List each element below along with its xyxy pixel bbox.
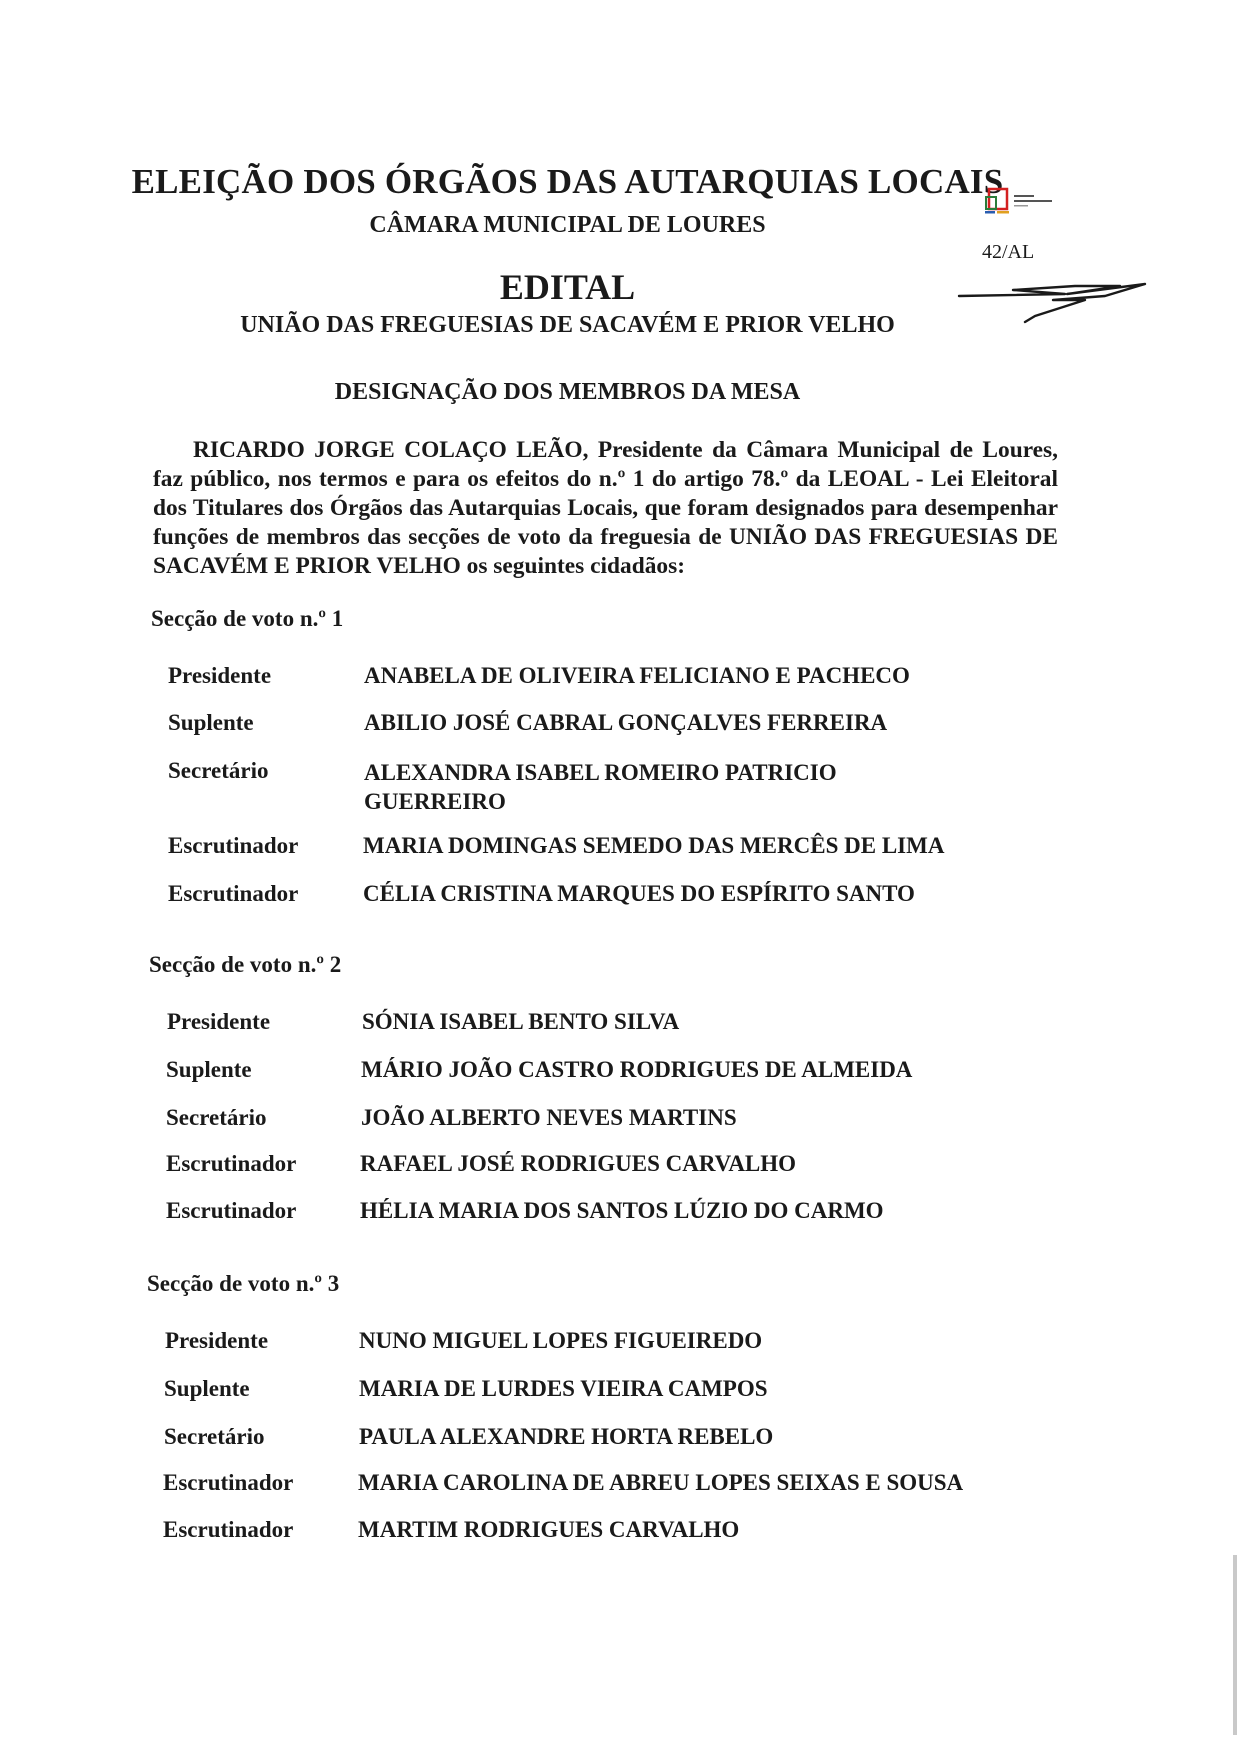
scan-edge-mark	[1233, 1555, 1237, 1735]
member-row	[167, 1009, 347, 1035]
member-role: Secretário	[168, 758, 269, 783]
member-role: Escrutinador	[166, 1198, 297, 1223]
member-role: Escrutinador	[168, 833, 299, 858]
member-name: JOÃO ALBERTO NEVES MARTINS	[361, 1105, 737, 1130]
member-name: HÉLIA MARIA DOS SANTOS LÚZIO DO CARMO	[360, 1198, 884, 1223]
member-name: ABILIO JOSÉ CABRAL GONÇALVES FERREIRA	[364, 710, 888, 735]
member-row	[168, 833, 348, 859]
parish-name: UNIÃO DAS FREGUESIAS DE SACAVÉM E PRIOR VELHO	[240, 312, 895, 338]
member-row	[166, 1151, 346, 1177]
member-role: Escrutinador	[163, 1517, 294, 1542]
section-title: Secção de voto n.º 2	[149, 952, 342, 977]
member-role: Escrutinador	[163, 1470, 294, 1495]
member-row	[165, 1328, 345, 1354]
document-type: EDITAL	[499, 267, 636, 307]
member-row	[164, 1376, 344, 1402]
member-role: Suplente	[166, 1057, 252, 1082]
member-name: MARIA DOMINGAS SEMEDO DAS MERCÊS DE LIMA	[363, 833, 945, 858]
document-subject: DESIGNAÇÃO DOS MEMBROS DA MESA	[334, 379, 801, 405]
member-role: Escrutinador	[168, 881, 299, 906]
member-name: RAFAEL JOSÉ RODRIGUES CARVALHO	[360, 1151, 797, 1176]
member-row	[166, 1105, 346, 1131]
section-title: Secção de voto n.º 1	[151, 606, 344, 631]
member-row	[166, 1057, 346, 1083]
member-row	[164, 1424, 344, 1450]
member-role: Presidente	[168, 663, 272, 688]
document-title: ELEIÇÃO DOS ÓRGÃOS DAS AUTARQUIAS LOCAIS	[131, 162, 1004, 201]
member-name: NUNO MIGUEL LOPES FIGUEIREDO	[359, 1328, 763, 1353]
member-row	[168, 663, 348, 689]
member-name: MÁRIO JOÃO CASTRO RODRIGUES DE ALMEIDA	[361, 1057, 913, 1082]
section-title: Secção de voto n.º 3	[147, 1271, 340, 1296]
member-row	[168, 881, 348, 907]
member-name: MARIA CAROLINA DE ABREU LOPES SEIXAS E SOUSA	[358, 1470, 964, 1495]
member-role: Suplente	[168, 710, 254, 735]
member-role: Escrutinador	[166, 1151, 297, 1176]
member-name: CÉLIA CRISTINA MARQUES DO ESPÍRITO SANTO	[363, 881, 915, 906]
member-name: ALEXANDRA ISABEL ROMEIRO PATRICIO GUERREIRO	[364, 760, 837, 814]
member-role: Suplente	[164, 1376, 250, 1401]
member-name: ANABELA DE OLIVEIRA FELICIANO E PACHECO	[364, 663, 910, 688]
member-row	[166, 1198, 346, 1224]
reference-code: 42/AL	[982, 241, 1035, 263]
member-row	[163, 1470, 343, 1496]
member-name: SÓNIA ISABEL BENTO SILVA	[362, 1009, 680, 1034]
member-row	[168, 710, 348, 736]
member-role: Secretário	[166, 1105, 267, 1130]
member-role: Secretário	[164, 1424, 265, 1449]
member-name: MARTIM RODRIGUES CARVALHO	[358, 1517, 740, 1542]
member-role: Presidente	[167, 1009, 271, 1034]
intro-paragraph: RICARDO JORGE COLAÇO LEÃO, Presidente da Câmara Municipal de Loures, faz público, nos termos e para os efeitos do n.º 1 do artigo 78.º da LEOAL - Lei Eleitoral dos Titulares dos Órgãos das Autarquias Locais, que foram designados para desempenhar funções de membros das secções de voto da freguesia de UNIÃO DAS FREGUESIAS DE SACAVÉM E PRIOR VELHO os seguintes cidadãos:	[153, 437, 1058, 579]
member-name: MARIA DE LURDES VIEIRA CAMPOS	[359, 1376, 768, 1401]
member-row	[168, 758, 348, 784]
member-name: PAULA ALEXANDRE HORTA REBELO	[359, 1424, 774, 1449]
municipality-name: CÂMARA MUNICIPAL DE LOURES	[369, 212, 766, 238]
member-role: Presidente	[165, 1328, 269, 1353]
member-row	[163, 1517, 343, 1543]
